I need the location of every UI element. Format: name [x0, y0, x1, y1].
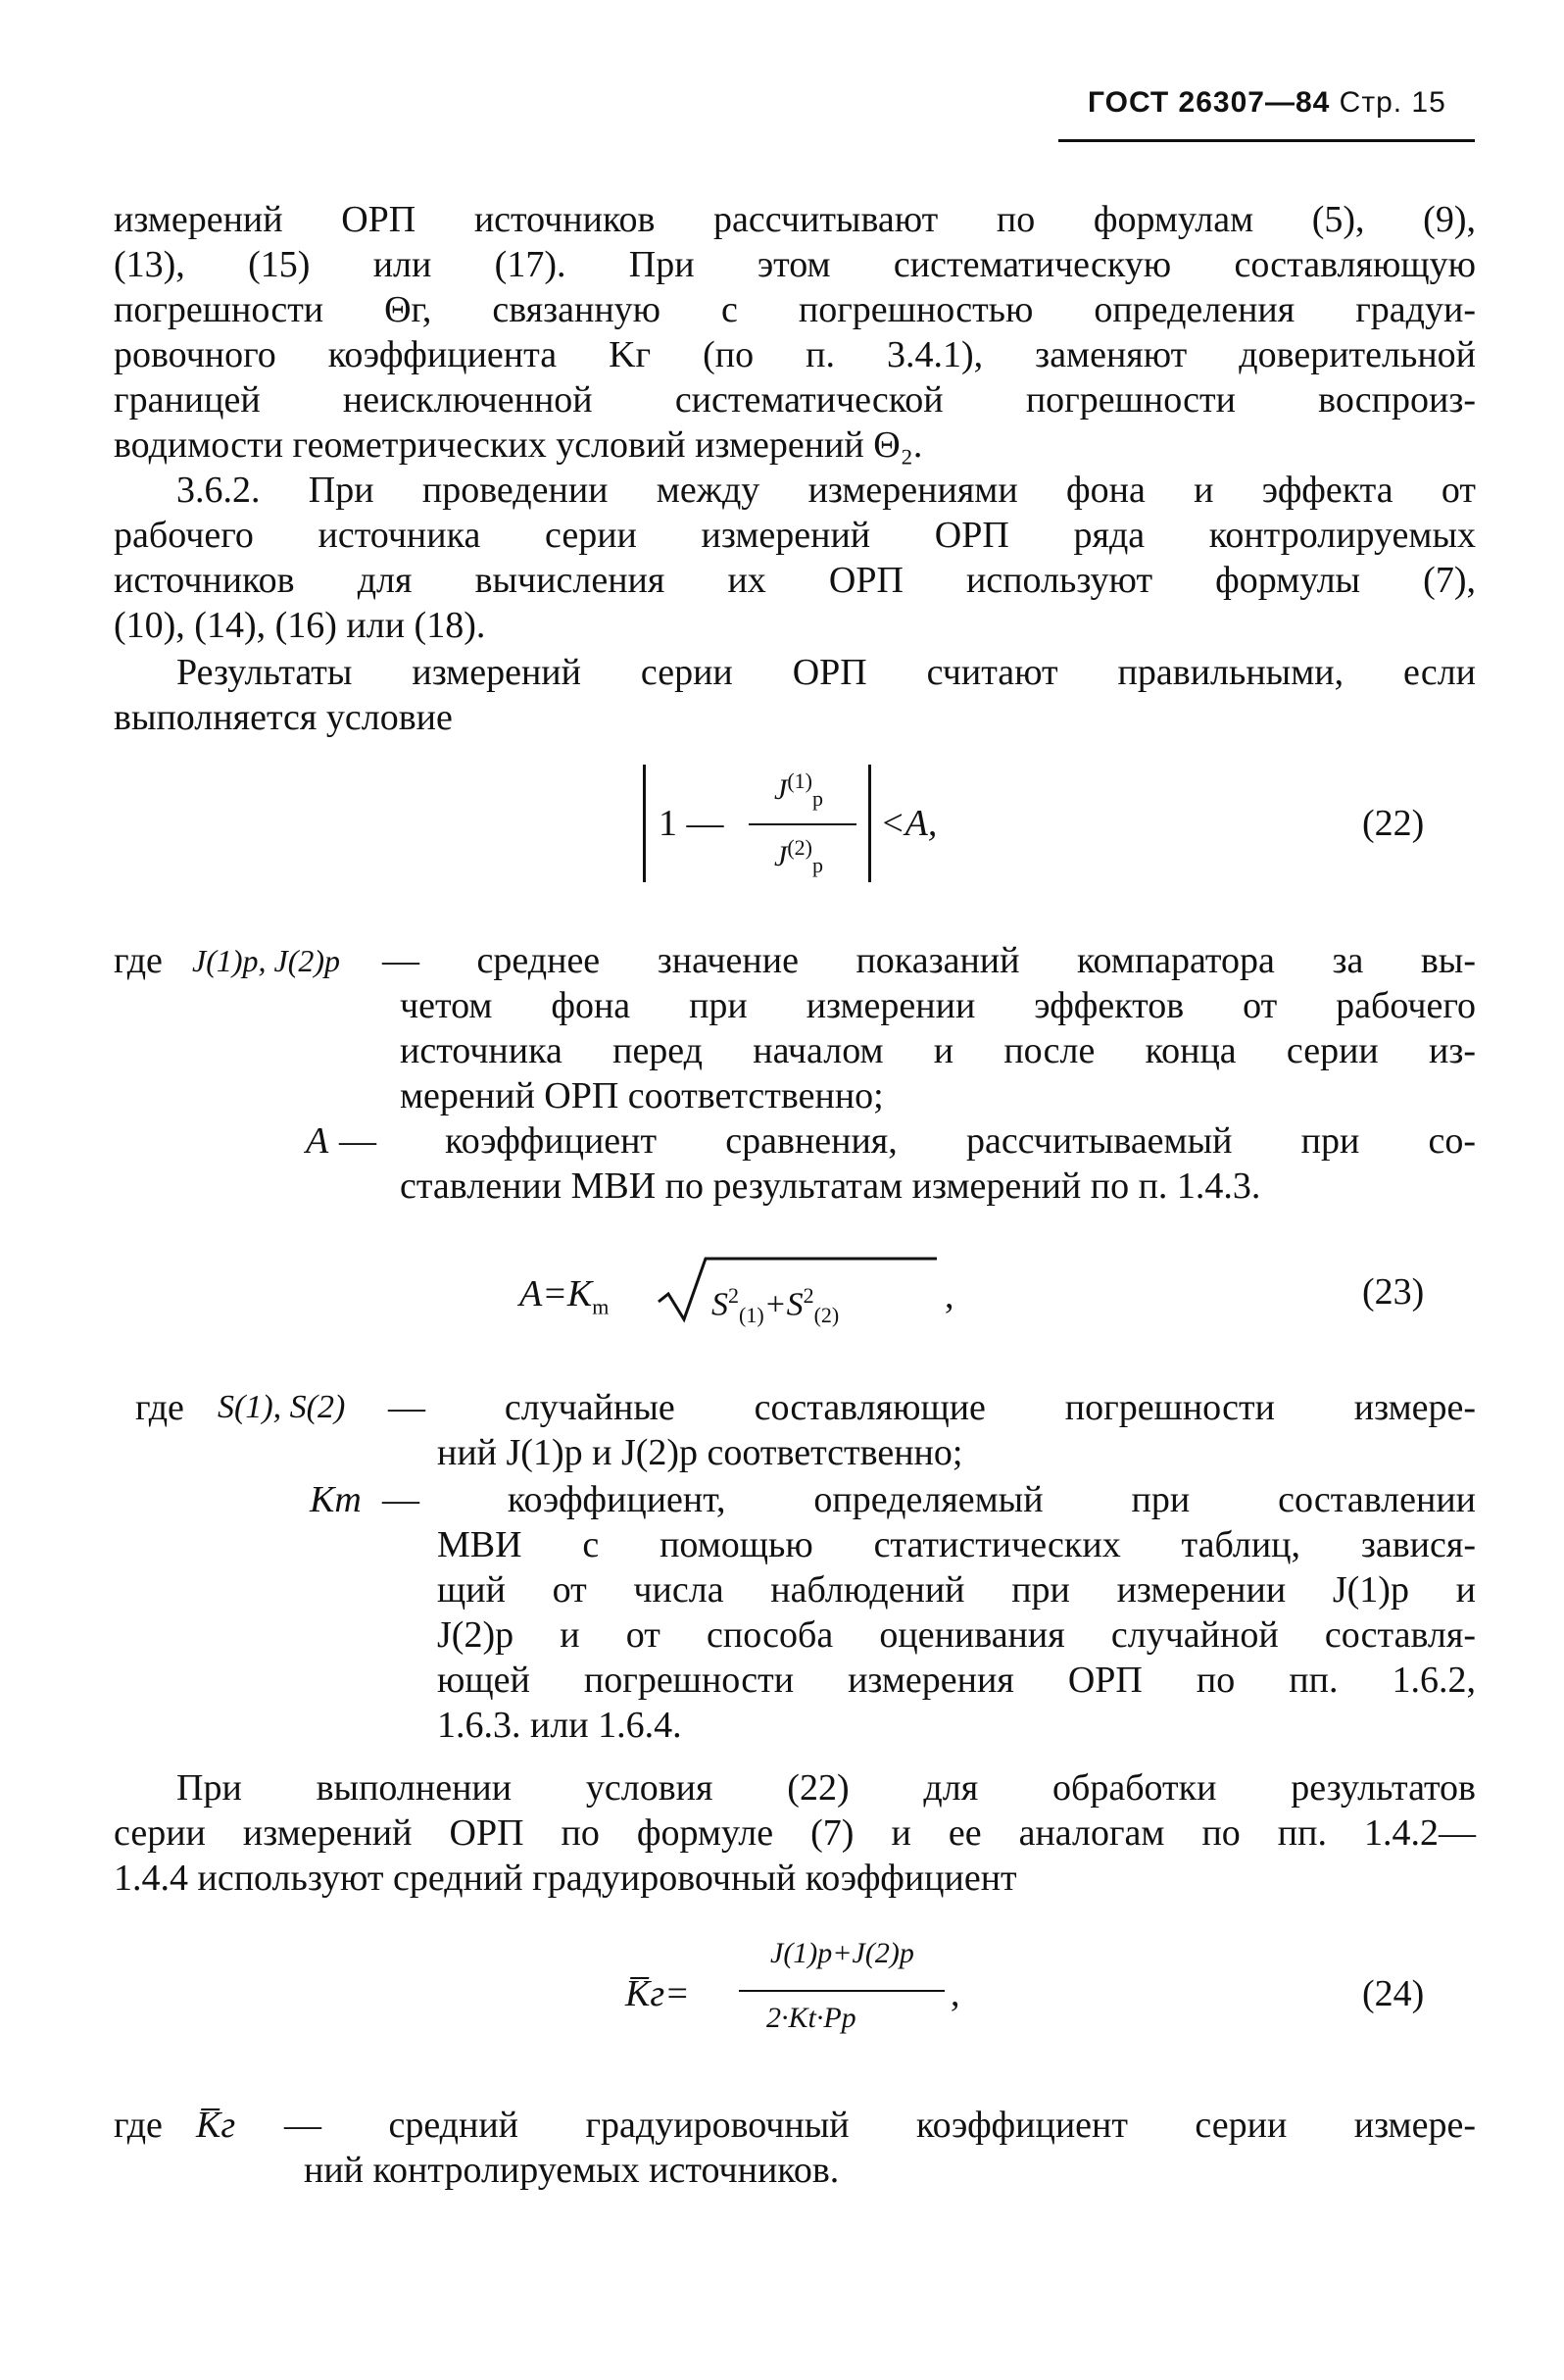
- standard-number: ГОСТ 26307—84: [1088, 86, 1331, 119]
- where-prefix: где: [114, 2105, 163, 2146]
- text-line: границей неисключенной систематической погрешности воспроиз-: [114, 379, 1476, 421]
- where-term: A: [306, 1120, 329, 1162]
- where-term: J(1)p, J(2)p: [192, 943, 341, 978]
- text-line: выполняется условие: [114, 697, 453, 738]
- abs-bar-right: [868, 765, 871, 882]
- where-desc: ющей погрешности измерения ОРП по пп. 1.6.2,: [437, 1660, 1476, 1701]
- where-desc: 1.6.3. или 1.6.4.: [437, 1705, 682, 1746]
- eq24-numerator: J(1)p+J(2)p: [770, 1937, 914, 1969]
- eq23-radicand: $S^2_{(1)}+S^2_{(2)}$: [711, 1283, 840, 1328]
- eq22-numerator: $J^{(1)}_p$: [774, 769, 823, 811]
- eq22-label: (22): [1362, 803, 1425, 844]
- text-line: погрешности Θг, связанную с погрешностью определения градуи-: [114, 289, 1476, 330]
- where-term: Km: [310, 1479, 362, 1520]
- eq23-comma: ,: [945, 1275, 954, 1316]
- page-number: Стр. 15: [1339, 86, 1446, 119]
- eq22-fraction-bar: [749, 823, 856, 825]
- where-prefix: где: [114, 940, 163, 981]
- text-line: Результаты измерений серии ОРП считают правильными, если: [176, 652, 1476, 693]
- text-line: рабочего источника серии измерений ОРП ряда контролируемых: [114, 515, 1476, 556]
- where-desc: МВИ с помощью статистических таблиц, завися-: [437, 1524, 1476, 1565]
- eq23-label: (23): [1362, 1271, 1425, 1313]
- eq24-comma: ,: [951, 1973, 960, 2014]
- eq24-denominator: 2·Kt·Pp: [766, 2002, 856, 2034]
- where-desc: — среднее значение показаний компаратора за вы-: [382, 940, 1476, 981]
- text-line: серии измерений ОРП по формуле (7) и ее аналогам по пп. 1.4.2—: [114, 1812, 1476, 1854]
- text-line: водимости геометрических условий измерений Θ₂.: [114, 424, 923, 466]
- eq22-one: 1 —: [659, 803, 724, 844]
- text-line: При выполнении условия (22) для обработки результатов: [176, 1767, 1476, 1809]
- where-desc: ставлении МВИ по результатам измерений по п. 1.4.3.: [400, 1165, 1261, 1207]
- where-term: K̅г: [196, 2105, 236, 2146]
- eq22-rhs: <A,: [880, 803, 938, 844]
- text-line: ровочного коэффициента Kг (по п. 3.4.1), заменяют доверительной: [114, 334, 1476, 375]
- where-desc: — коэффициент сравнения, рассчитываемый при со-: [339, 1120, 1476, 1162]
- running-header: [1088, 86, 1446, 120]
- where-desc: щий от числа наблюдений при измерении J(1)p и: [437, 1569, 1476, 1611]
- eq22-denominator: $J^{(2)}_p$: [774, 835, 823, 877]
- where-term: S(1), S(2): [218, 1389, 346, 1425]
- text-line: 1.4.4 используют средний градуировочный коэффициент: [114, 1858, 1017, 1899]
- where-desc: источника перед началом и после конца серии из-: [400, 1030, 1476, 1071]
- where-desc: J(2)p и от способа оценивания случайной составля-: [437, 1614, 1476, 1656]
- where-desc: ний контролируемых источников.: [304, 2150, 840, 2191]
- where-desc: — случайные составляющие погрешности измере-: [388, 1387, 1476, 1428]
- abs-bar-left: [643, 765, 646, 882]
- where-desc: мерений ОРП соответственно;: [400, 1075, 884, 1116]
- where-desc: — коэффициент, определяемый при составлении: [382, 1479, 1476, 1520]
- where-desc: ний J(1)p и J(2)p соответственно;: [437, 1432, 963, 1473]
- text-line: 3.6.2. При проведении между измерениями фона и эффекта от: [176, 470, 1476, 511]
- eq24-lhs: K̅г=: [625, 1973, 690, 2014]
- text-line: (13), (15) или (17). При этом систематическую составляющую: [114, 244, 1476, 285]
- text-line: (10), (14), (16) или (18).: [114, 605, 486, 646]
- where-desc: четом фона при измерении эффектов от рабочего: [400, 985, 1476, 1026]
- eq24-label: (24): [1362, 1973, 1425, 2014]
- text-line: источников для вычисления их ОРП используют формулы (7),: [114, 560, 1476, 601]
- eq23-lhs: $A=K_m$: [519, 1273, 610, 1319]
- text-line: измерений ОРП источников рассчитывают по формулам (5), (9),: [114, 199, 1476, 240]
- header-rule: [1058, 139, 1475, 142]
- where-prefix: где: [135, 1387, 184, 1428]
- eq24-fraction-bar: [739, 1990, 945, 1992]
- where-desc: — средний градуировочный коэффициент серии измере-: [284, 2105, 1476, 2146]
